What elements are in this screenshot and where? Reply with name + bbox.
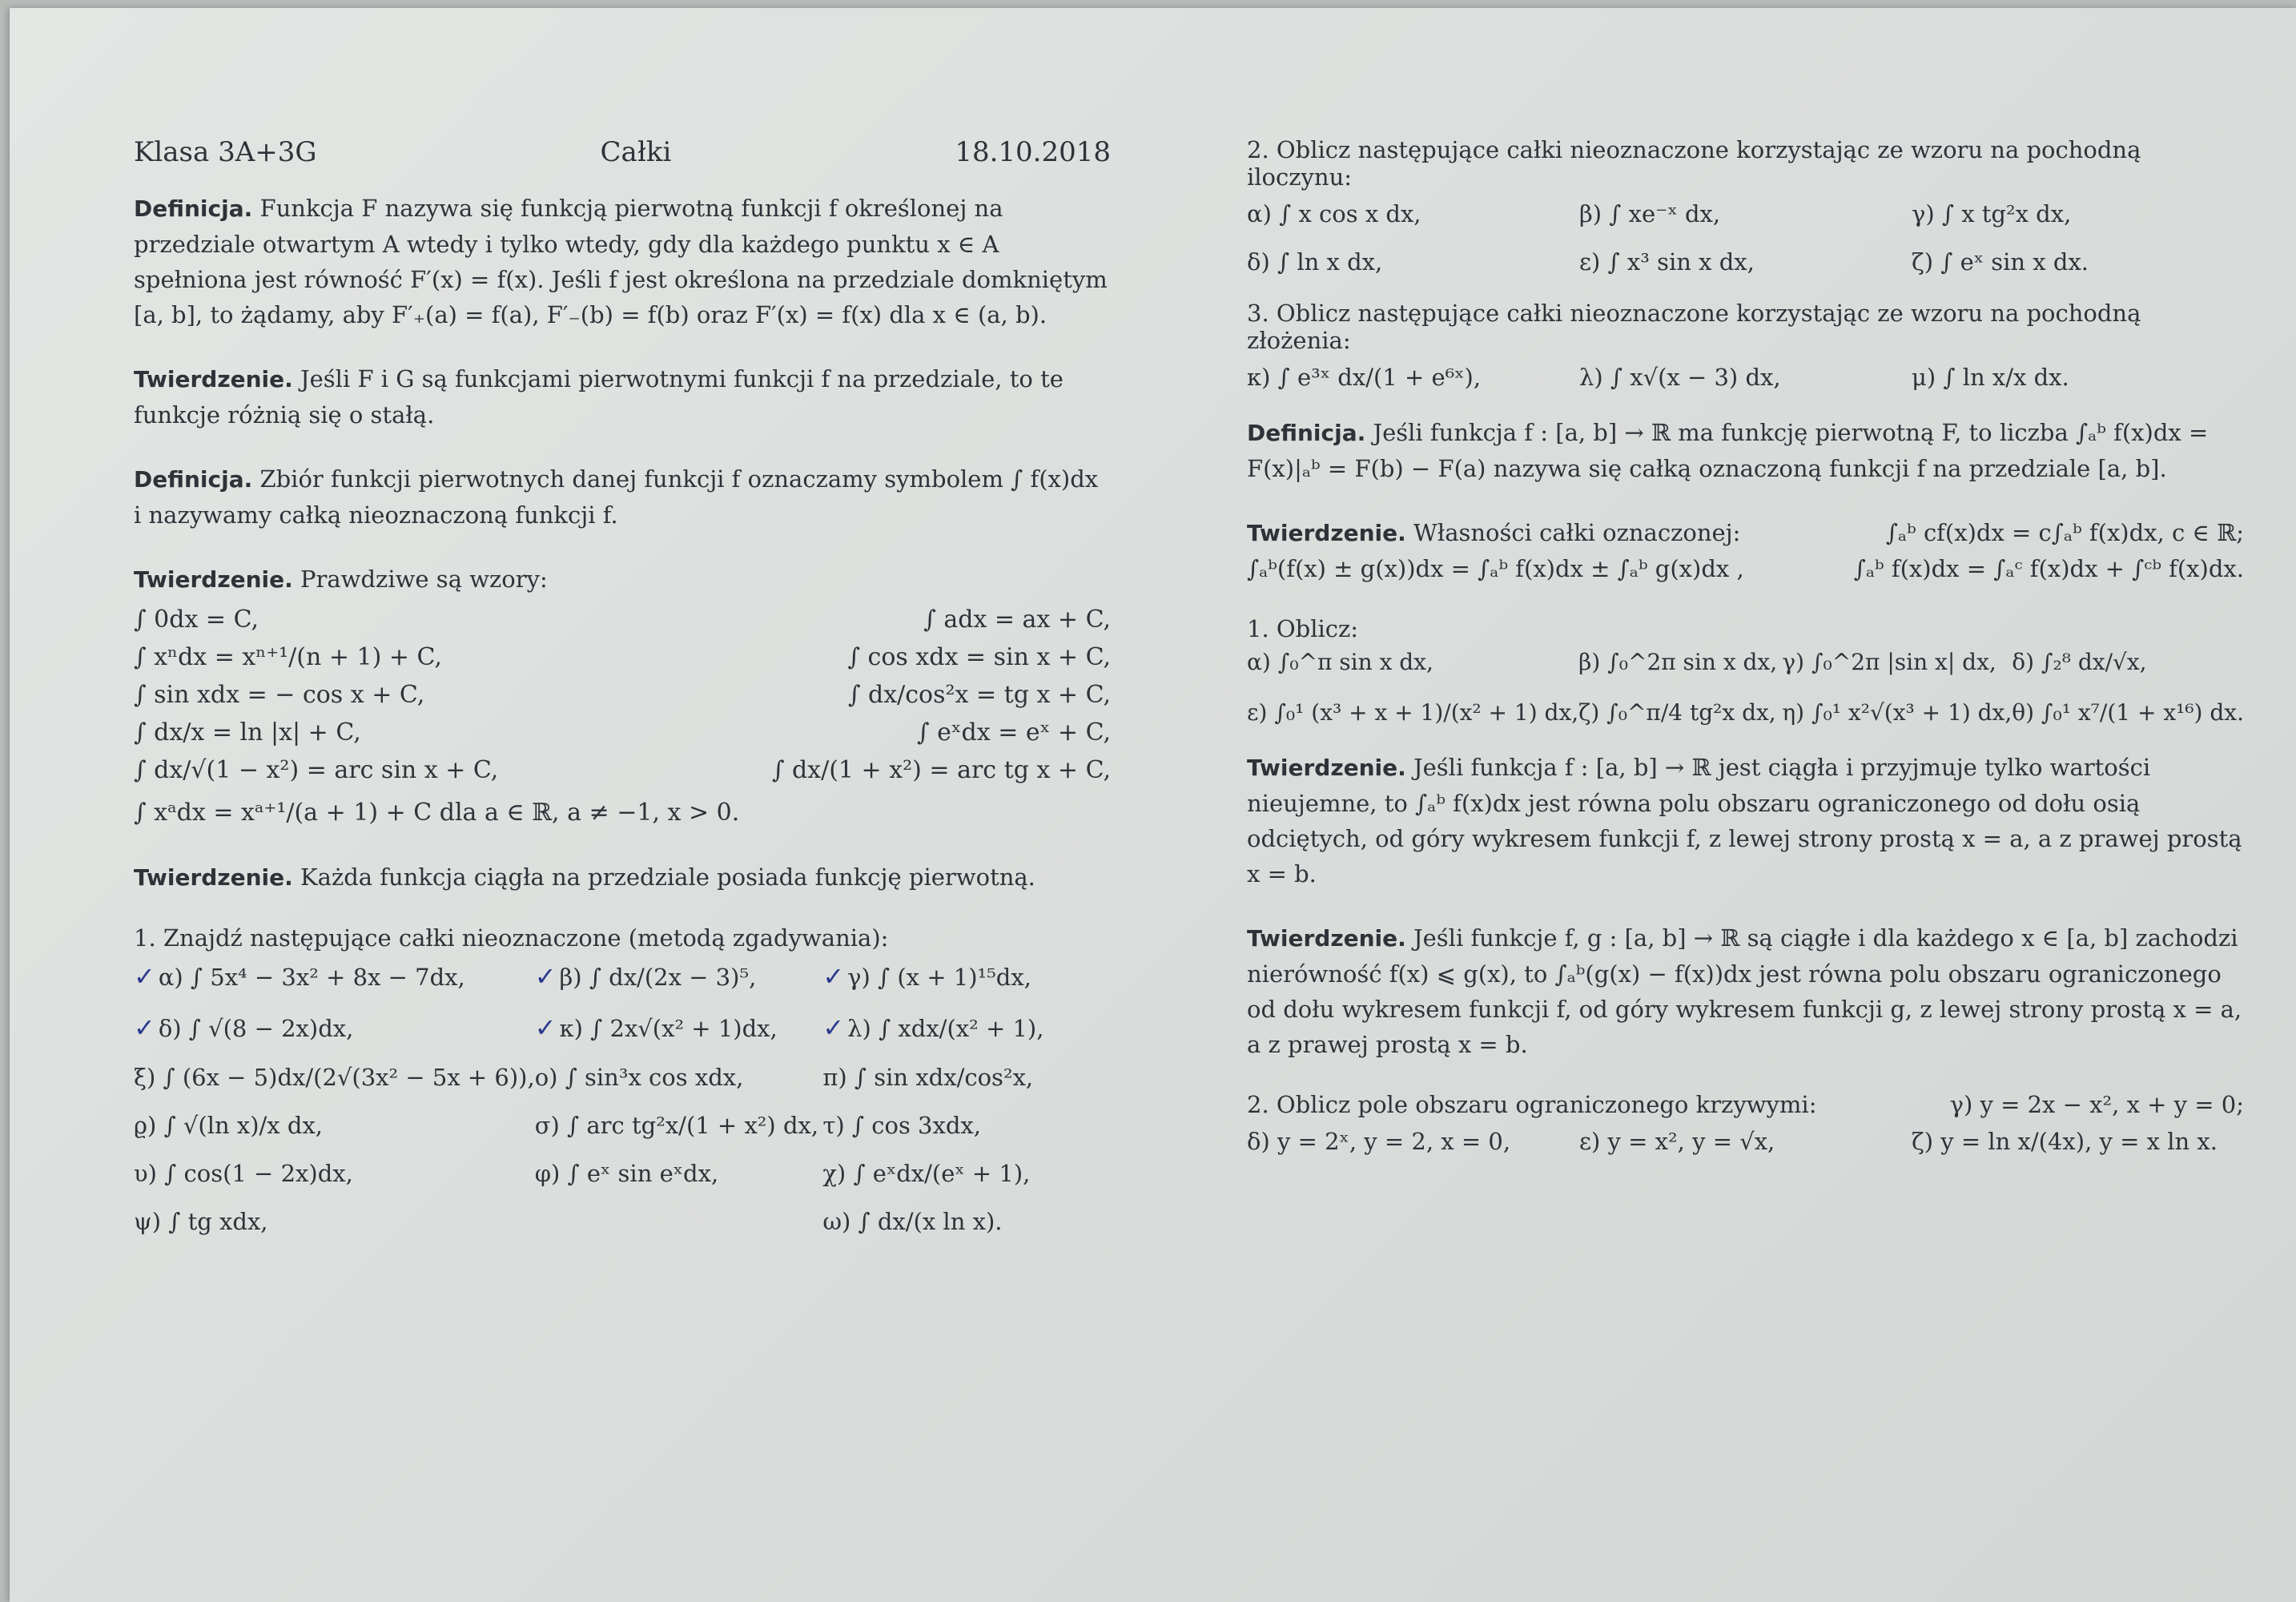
exercise-2-title: 2. Oblicz następujące całki nieoznaczone korzystając ze wzoru na pochodną iloczynu:	[1247, 136, 2141, 191]
exercise-item: α) ∫ x cos x dx,	[1247, 200, 1421, 227]
check-mark: ✓	[134, 962, 155, 991]
exercise-2-list	[1247, 200, 2244, 276]
theorem-continuity: Twierdzenie. Każda funkcja ciągła na przedziale posiada funkcję pierwotną.	[134, 863, 1035, 891]
formula: ∫ xⁿdx = xⁿ⁺¹/(n + 1) + C,	[134, 643, 442, 671]
theorem-area-between: Twierdzenie. Jeśli funkcje f, g : [a, b] → ℝ są ciągłe i dla każdego x ∈ [a, b] zachodzi nierówność f(x) ⩽ g(x), to ∫ₐᵇ(g(x) − f(x))dx jest równa polu obszaru ograniczonego od dołu wykresem funkcji f, od góry wykresem funkcji g, z lewej strony prostą x = a, a z prawej prostą x = b.	[1247, 924, 2242, 1058]
class-label: Klasa 3A+3G	[134, 136, 317, 168]
exercise-1-title: 1. Znajdź następujące całki nieoznaczone (metodą zgadywania):	[134, 924, 889, 952]
exam-sheet	[10, 8, 2296, 1602]
exercise-item: ε) ∫₀¹ (x³ + x + 1)/(x² + 1) dx,	[1247, 699, 1579, 726]
exercise-item: α) ∫₀^π sin x dx,	[1247, 649, 1433, 675]
exercise-item: ✓ γ) ∫ (x + 1)¹⁵dx,	[822, 962, 1031, 991]
date-label: 18.10.2018	[955, 136, 1111, 168]
exercise-item: ε) y = x², y = √x,	[1579, 1128, 1775, 1155]
exercise-item: σ) ∫ arc tg²x/(1 + x²) dx,	[534, 1112, 819, 1139]
exercise-item: ζ) ∫₀^π/4 tg²x dx,	[1578, 699, 1776, 726]
exercise-item: φ) ∫ eˣ sin eˣdx,	[534, 1160, 719, 1187]
exercise-item: ✓ λ) ∫ xdx/(x² + 1),	[822, 1013, 1044, 1042]
formula: ∫ dx/cos²x = tg x + C,	[847, 681, 1111, 709]
exercise-item: ✓ κ) ∫ 2x√(x² + 1)dx,	[534, 1013, 778, 1042]
exercise-item: δ) y = 2ˣ, y = 2, x = 0,	[1247, 1128, 1511, 1155]
exercise-1b-title: 1. Oblicz:	[1247, 615, 1359, 642]
definition-indefinite: Definicja. Zbiór funkcji pierwotnych danej funkcji f oznaczamy symbolem ∫ f(x)dx i nazywamy całką nieoznaczoną funkcji f.	[134, 465, 1099, 529]
exercise-item: ω) ∫ dx/(x ln x).	[822, 1208, 1003, 1235]
formula: ∫ 0dx = C,	[134, 606, 259, 634]
formula: ∫ dx/√(1 − x²) = arc sin x + C,	[134, 756, 499, 784]
exercise-item: δ) ∫ ln x dx,	[1247, 248, 1383, 276]
exercise-item	[535, 1208, 823, 1235]
exercise-1-list	[134, 961, 1111, 1235]
formula: ∫ eˣdx = eˣ + C,	[916, 718, 1111, 747]
exercise-item: μ) ∫ ln x/x dx.	[1912, 364, 2069, 391]
definition-definite: Definicja. Jeśli funkcja f : [a, b] → ℝ ma funkcję pierwotną F, to liczba ∫ₐᵇ f(x)dx = F(x)|ₐᵇ = F(b) − F(a) nazywa się całką oznaczoną funkcji f na przedziale [a, b].	[1247, 419, 2209, 482]
exercise-item: o) ∫ sin³x cos xdx,	[534, 1064, 744, 1091]
exercise-item: ξ) ∫ (6x − 5)dx/(2√(3x² − 5x + 6)),	[134, 1064, 535, 1091]
check-mark: ✓	[822, 1013, 845, 1042]
property-interval: ∫ₐᵇ f(x)dx = ∫ₐᶜ f(x)dx + ∫ᶜᵇ f(x)dx.	[1853, 555, 2244, 582]
exercise-2b-list	[1247, 1128, 2244, 1155]
property-linearity: ∫ₐᵇ cf(x)dx = c∫ₐᵇ f(x)dx, c ∈ ℝ;	[1885, 519, 2244, 546]
exercise-3-list	[1247, 364, 2244, 391]
exercise-item: υ) ∫ cos(1 − 2x)dx,	[134, 1160, 353, 1187]
exercise-item: θ) ∫₀¹ x⁷/(1 + x¹⁶) dx.	[2012, 699, 2244, 726]
exercise-item: γ) ∫ x tg²x dx,	[1912, 200, 2072, 227]
exercise-item: β) ∫₀^2π sin x dx,	[1578, 649, 1778, 675]
formula-table	[134, 606, 1111, 784]
theorem-properties: Twierdzenie. Własności całki oznaczonej: ∫ₐᵇ cf(x)dx = c∫ₐᵇ f(x)dx, c ∈ ℝ; ∫ₐᵇ(f(x) ± g(x))dx = ∫ₐᵇ f(x)dx ± ∫ₐᵇ g(x)dx , ∫ₐᵇ f(x)dx = ∫ₐᶜ f(x)dx + ∫ᶜᵇ f(x)dx.	[1247, 515, 2244, 586]
check-mark: ✓	[134, 1013, 155, 1042]
theorem-area: Twierdzenie. Jeśli funkcja f : [a, b] → ℝ jest ciągła i przyjmuje tylko wartości nieujemne, to ∫ₐᵇ f(x)dx jest równa polu obszaru ograniczonego od dołu osią odciętych, od góry wykresem funkcji f, z lewej strony prostą x = a, a z prawej prostą x = b.	[1247, 754, 2242, 888]
page-header	[134, 136, 1111, 168]
exercise-item: ✓ β) ∫ dx/(2x − 3)⁵,	[534, 962, 757, 991]
right-column	[1247, 136, 2244, 1155]
left-column	[134, 136, 1111, 1235]
exercise-item: ψ) ∫ tg xdx,	[134, 1208, 268, 1235]
exercise-item: η) ∫₀¹ x²√(x³ + 1) dx,	[1782, 699, 2013, 726]
exercise-item: β) ∫ xe⁻ˣ dx,	[1579, 200, 1721, 227]
formula: ∫ cos xdx = sin x + C,	[847, 643, 1111, 671]
exercise-item: ϱ) ∫ √(ln x)/x dx,	[134, 1112, 324, 1139]
exercise-item: π) ∫ sin xdx/cos²x,	[822, 1064, 1034, 1091]
exercise-item: γ) ∫₀^2π |sin x| dx,	[1782, 649, 1996, 675]
exercise-item: ζ) ∫ eˣ sin x dx.	[1912, 248, 2089, 276]
exercise-item: ✓ δ) ∫ √(8 − 2x)dx,	[134, 1013, 354, 1042]
formula: ∫ dx/(1 + x²) = arc tg x + C,	[771, 756, 1111, 784]
exercise-2b-title: 2. Oblicz pole obszaru ograniczonego krzywymi: γ) y = 2x − x², x + y = 0;	[1247, 1091, 2244, 1118]
exercise-item: χ) ∫ eˣdx/(eˣ + 1),	[822, 1160, 1031, 1187]
exercise-item: ζ) y = ln x/(4x), y = x ln x.	[1912, 1128, 2218, 1155]
formula: ∫ dx/x = ln |x| + C,	[134, 718, 361, 747]
exercise-item: δ) ∫₂⁸ dx/√x,	[2012, 649, 2147, 675]
theorem-constant: Twierdzenie. Jeśli F i G są funkcjami pierwotnymi funkcji f na przedziale, to te funkcje różnią się o stałą.	[134, 365, 1064, 429]
check-mark: ✓	[822, 962, 845, 991]
exercise-item: λ) ∫ x√(x − 3) dx,	[1579, 364, 1781, 391]
exercise-item: τ) ∫ cos 3xdx,	[822, 1112, 981, 1139]
exercise-1b-list	[1247, 649, 2244, 726]
exercise-item: ε) ∫ x³ sin x dx,	[1579, 248, 1755, 276]
exercise-item: ✓ α) ∫ 5x⁴ − 3x² + 8x − 7dx,	[134, 962, 465, 991]
definition-antiderivative: Definicja. Funkcja F nazywa się funkcją pierwotną funkcji f określonej na przedziale otwartym A wtedy i tylko wtedy, gdy dla każdego punktu x ∈ A spełniona jest równość F′(x) = f(x). Jeśli f jest określona na przedziale domkniętym [a, b], to żądamy, aby F′₊(a) = f(a), F′₋(b) = f(b) oraz F′(x) = f(x) dla x ∈ (a, b).	[134, 195, 1108, 328]
check-mark: ✓	[534, 962, 557, 991]
formula-power: ∫ xᵃdx = xᵃ⁺¹/(a + 1) + C dla a ∈ ℝ, a ≠ −1, x > 0.	[134, 799, 740, 827]
exercise-3-title: 3. Oblicz następujące całki nieoznaczone korzystając ze wzoru na pochodną złożenia:	[1247, 300, 2141, 354]
formula: ∫ sin xdx = − cos x + C,	[134, 681, 425, 709]
check-mark: ✓	[534, 1013, 557, 1042]
exercise-item: κ) ∫ e³ˣ dx/(1 + e⁶ˣ),	[1247, 364, 1482, 391]
formula: ∫ adx = ax + C,	[923, 606, 1111, 634]
theorem-formulas: Twierdzenie. Prawdziwe są wzory:	[134, 566, 548, 593]
page-title: Całki	[600, 136, 672, 168]
property-additivity: ∫ₐᵇ(f(x) ± g(x))dx = ∫ₐᵇ f(x)dx ± ∫ₐᵇ g(x)dx ,	[1247, 555, 1744, 582]
exercise-item: γ) y = 2x − x², x + y = 0;	[1949, 1091, 2244, 1118]
